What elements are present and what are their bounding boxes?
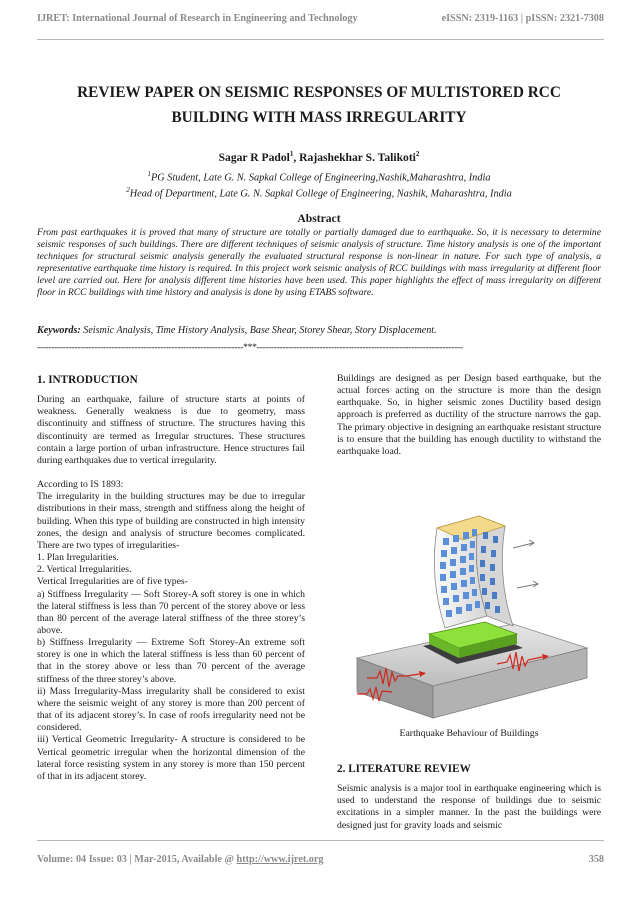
abstract-heading: Abstract: [297, 212, 341, 225]
author-1: Sagar R Padol: [218, 150, 290, 164]
footer-volume: [37, 854, 324, 865]
intro-line: b) Stiffness Irregularity — Extreme Soft Storey-An extreme soft storey is one in which the lateral stiffness is less than 60 percent of that in the storey above or less than 70 percent of the average stiffness of the three storey’s above.: [37, 637, 305, 685]
intro-paragraph-1: During an earthquake, failure of structure starts at points of weakness. Generally weakness is due to geometry, mass discontinuity and stiffness of structure. The structures having this discontinuity are termed as Irregular structures. These structures contain a large portion of urban infrastructure. Hence structures fail during earthquakes due to vertical irregularity.: [37, 394, 305, 466]
footer-divider: [37, 840, 604, 841]
author-2: Rajashekhar S. Talikoti: [299, 150, 416, 164]
design-paragraph: Buildings are designed as per Design based earthquake, but the actual forces acting on the structure is more than the design earthquake. So, in higher seismic zones Ductility based design approach is preferred as ductility of the structure narrows the gap. The primary objective in designing an earthquake resistant structure is to ensure that the building has enough ductility to withstand the earthquake load.: [337, 373, 601, 457]
page-footer: [37, 854, 604, 865]
intro-line: 2. Vertical Irregularities.: [37, 564, 132, 576]
intro-line: iii) Vertical Geometric Irregularity- A structure is considered to be Vertical geometric irregular when the horizontal dimension of the lateral force resisting system in any storey is more than 150 percent of that in its adjacent storey.: [37, 734, 305, 782]
affiliation-1-sup: 1: [147, 170, 151, 178]
page-number: 358: [588, 854, 604, 865]
title-line-2: BUILDING WITH MASS IRREGULARITY: [171, 109, 467, 126]
literature-paragraph: Seismic analysis is a major tool in earthquake engineering which is used to understand the response of buildings due to seismic excitations in a simpler manner. In the past the buildings were designed just for gravity loads and seismic: [337, 783, 601, 831]
author-1-sup: 1: [289, 150, 294, 158]
title-line-1: REVIEW PAPER ON SEISMIC RESPONSES OF MULTISTORED RCC: [77, 84, 561, 101]
issn: eISSN: 2319-1163 | pISSN: 2321-7308: [441, 13, 604, 24]
footer-volume-text: Volume: 04 Issue: 03 | Mar-2015, Available @: [37, 854, 237, 865]
page-header: [37, 13, 604, 24]
affiliation-2: [0, 186, 638, 199]
authors: [0, 150, 638, 164]
abstract-text: From past earthquakes it is proved that many of structure are totally or partially damaged due to earthquake. So, it is necessary to determine seismic responses of such buildings. There are different techniques of seismic analysis of structure. Time history analysis is one of the important techniques for structural seismic analysis generally the evaluated structural response is non-linear in nature. For such type of analysis, a representative earthquake time history is required. In this project work seismic analysis of RCC buildings with mass irregularity at different floor level are carried out. Here for analysis different time histories have been used. This paper highlights the effect of mass irregularity on different floor in RCC buildings with time history and analysis is done by using ETABS software.: [37, 227, 601, 299]
paper-title: [30, 80, 608, 130]
intro-line: Vertical Irregularities are of five types-: [37, 576, 188, 588]
literature-heading: 2. LITERATURE REVIEW: [337, 763, 471, 775]
left-column: [37, 374, 305, 783]
affiliation-1: [0, 170, 638, 183]
affiliation-2-text: Head of Department, Late G. N. Sapkal College of Engineering, Nashik, Maharashtra, India: [129, 188, 512, 200]
section-separator: ------------------------------------------------------------------------***------------------------------------------------------------------------: [37, 343, 463, 353]
keywords-text: Seismic Analysis, Time History Analysis, Base Shear, Storey Shear, Story Displacement.: [80, 325, 437, 336]
intro-heading: 1. INTRODUCTION: [37, 374, 138, 386]
keywords-label: Keywords:: [37, 325, 81, 336]
journal-name: IJRET: International Journal of Research in Engineering and Technology: [37, 13, 358, 24]
intro-line: ii) Mass Irregularity-Mass irregularity shall be considered to exist where the seismic weight of any storey is more than 200 percent of that of its adjacent storey’s. In case of roofs irregularity need not be considered.: [37, 685, 305, 734]
affiliation-2-sup: 2: [126, 186, 130, 194]
author-separator: ,: [293, 150, 300, 164]
right-column-bottom: [337, 763, 601, 832]
figure-caption: Earthquake Behaviour of Buildings: [399, 728, 539, 739]
motion-arrows: [513, 540, 538, 588]
intro-line: 1. Plan Irregularities.: [37, 552, 119, 564]
intro-line: a) Stiffness Irregularity — Soft Storey-A soft storey is one in which the lateral stiffness is less than 70 percent of the storey above or less than 80 percent of the average lateral stiffness of the three storey’s above.: [37, 588, 305, 636]
author-2-sup: 2: [415, 150, 420, 158]
building-earthquake-figure: [337, 488, 601, 720]
intro-line: According to IS 1893:: [37, 479, 124, 491]
header-divider: [37, 39, 604, 40]
keywords: [37, 325, 601, 336]
right-column-top: [337, 373, 601, 458]
building-earthquake-illustration: [337, 488, 601, 720]
journal-link[interactable]: http://www.ijret.org: [236, 854, 324, 865]
intro-line: The irregularity in the building structures may be due to irregular distributions in their mass, strength and stiffness along the height of building. When this type of building are constructed in high intensity zones, the design and analysis of structure becomes complicated. There are two types of irregularities-: [37, 491, 305, 551]
affiliation-1-text: PG Student, Late G. N. Sapkal College of Engineering,Nashik,Maharashtra, India: [151, 172, 491, 184]
